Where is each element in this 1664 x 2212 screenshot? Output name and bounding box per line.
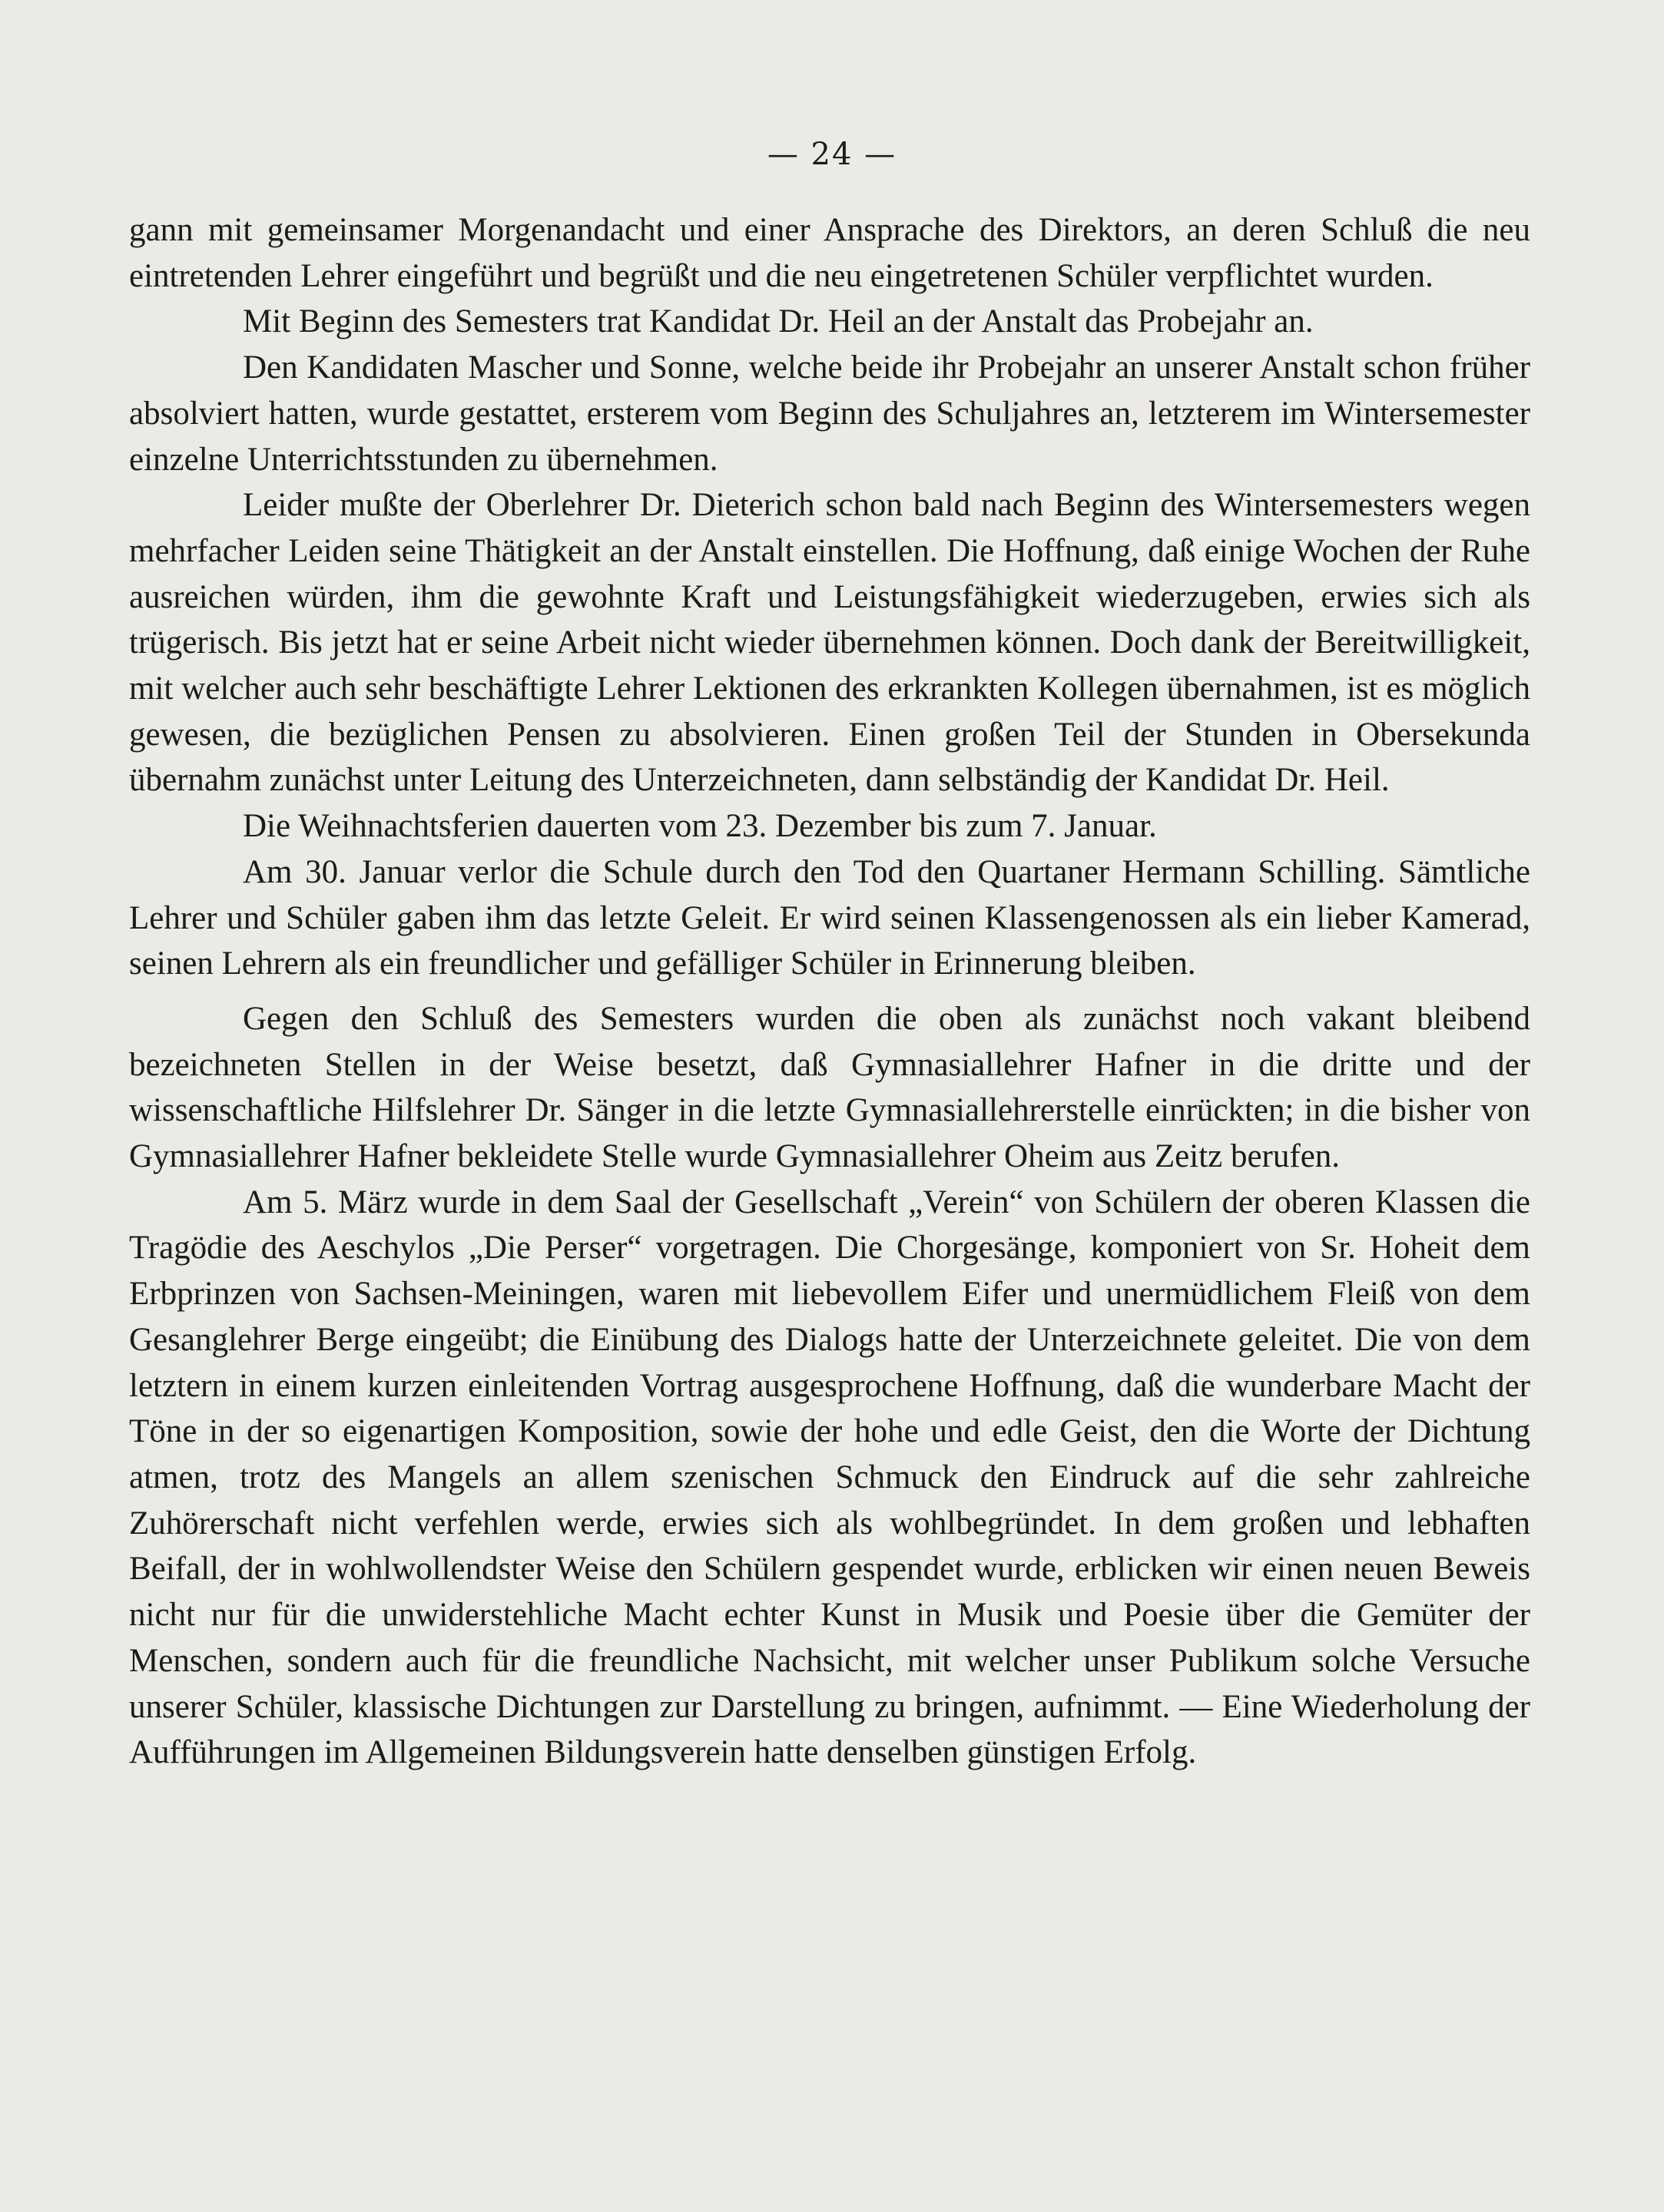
- paragraph-schilling: Am 30. Januar verlor die Schule durch den Tod den Quartaner Hermann Schilling. Sämtliche Lehrer und Schüler gaben ihm das letzte Geleit. Er wird seinen Klassengenossen als ein lieber Kamerad, seinen Lehrern als ein freundlicher und gefälliger Schüler in Erinnerung bleiben.: [129, 853, 1530, 982]
- body-text: [129, 207, 1530, 1776]
- paragraph-perser-auffuehrung: Am 5. März wurde in dem Saal der Gesellschaft „Verein“ von Schülern der oberen Klassen die Tragödie des Aeschylos „Die Perser“ vorgetragen. Die Chorgesänge, komponiert von Sr. Hoheit dem Erbprinzen von Sachsen-Meiningen, waren mit liebevollem Eifer und unermüdlichem Fleiß von dem Gesanglehrer Berge eingeübt; die Einübung des Dialogs hatte der Unterzeichnete geleitet. Die von dem letztern in einem kurzen einleitenden Vortrag ausgesprochene Hoffnung, daß die wunderbare Macht der Töne in der so eigenartigen Komposition, sowie der hohe und edle Geist, den die Worte der Dichtung atmen, trotz des Mangels an allem szenischen Schmuck den Eindruck auf die sehr zahlreiche Zuhörerschaft nicht verfehlen werde, erwies sich als wohlbegründet. In dem großen und lebhaften Beifall, der in wohlwollendster Weise den Schülern gespendet wurde, erblicken wir einen neuen Beweis nicht nur für die unwiderstehliche Macht echter Kunst in Musik und Poesie über die Gemüter der Menschen, sondern auch für die freundliche Nachsicht, mit welcher unser Publikum solche Versuche unserer Schüler, klassische Dichtungen zur Darstellung zu bringen, aufnimmt. — Eine Wiederholung der Aufführungen im Allgemeinen Bildungsverein hatte denselben günstigen Erfolg.: [129, 1184, 1530, 1771]
- paragraph-dieterich: Leider mußte der Oberlehrer Dr. Dieterich schon bald nach Beginn des Wintersemesters wegen mehrfacher Leiden seine Thätigkeit an der Anstalt einstellen. Die Hoffnung, daß einige Wochen der Ruhe ausreichen würden, ihm die gewohnte Kraft und Leistungsfähigkeit wiederzugeben, erwies sich als trügerisch. Bis jetzt hat er seine Arbeit nicht wieder übernehmen können. Doch dank der Bereitwilligkeit, mit welcher auch sehr beschäftigte Lehrer Lektionen des erkrankten Kollegen übernahmen, ist es möglich gewesen, die bezüglichen Pensen zu absolvieren. Einen großen Teil der Stunden in Obersekunda übernahm zunächst unter Leitung des Unterzeichneten, dann selbständig der Kandidat Dr. Heil.: [129, 487, 1530, 799]
- paragraph-stellenbesetzung: Gegen den Schluß des Semesters wurden die oben als zunächst noch vakant bleibend bezeichneten Stellen in der Weise besetzt, daß Gymnasiallehrer Hafner in die dritte und der wissenschaftliche Hilfslehrer Dr. Sänger in die letzte Gymnasiallehrerstelle einrückten; in die bisher von Gymnasiallehrer Hafner bekleidete Stelle wurde Gymnasiallehrer Oheim aus Zeitz berufen.: [129, 1000, 1530, 1175]
- paragraph-kandidaten: Den Kandidaten Mascher und Sonne, welche beide ihr Probejahr an unserer Anstalt schon früher absolviert hatten, wurde gestattet, ersterem vom Beginn des Schuljahres an, letzterem im Wintersemester einzelne Unterrichtsstunden zu übernehmen.: [129, 349, 1530, 478]
- paragraph-weihnachtsferien: Die Weihnachtsferien dauerten vom 23. Dezember bis zum 7. Januar.: [243, 808, 1157, 845]
- page-number: — 24 —: [767, 137, 897, 172]
- paragraph-probejahr-heil: Mit Beginn des Semesters trat Kandidat Dr. Heil an der Anstalt das Probejahr an.: [243, 303, 1314, 340]
- paragraph-continuation: gann mit gemeinsamer Morgenandacht und einer Ansprache des Direktors, an deren Schluß die neu eintretenden Lehrer eingeführt und begrüßt und die neu eingetretenen Schüler verpflichtet wurden.: [129, 212, 1530, 294]
